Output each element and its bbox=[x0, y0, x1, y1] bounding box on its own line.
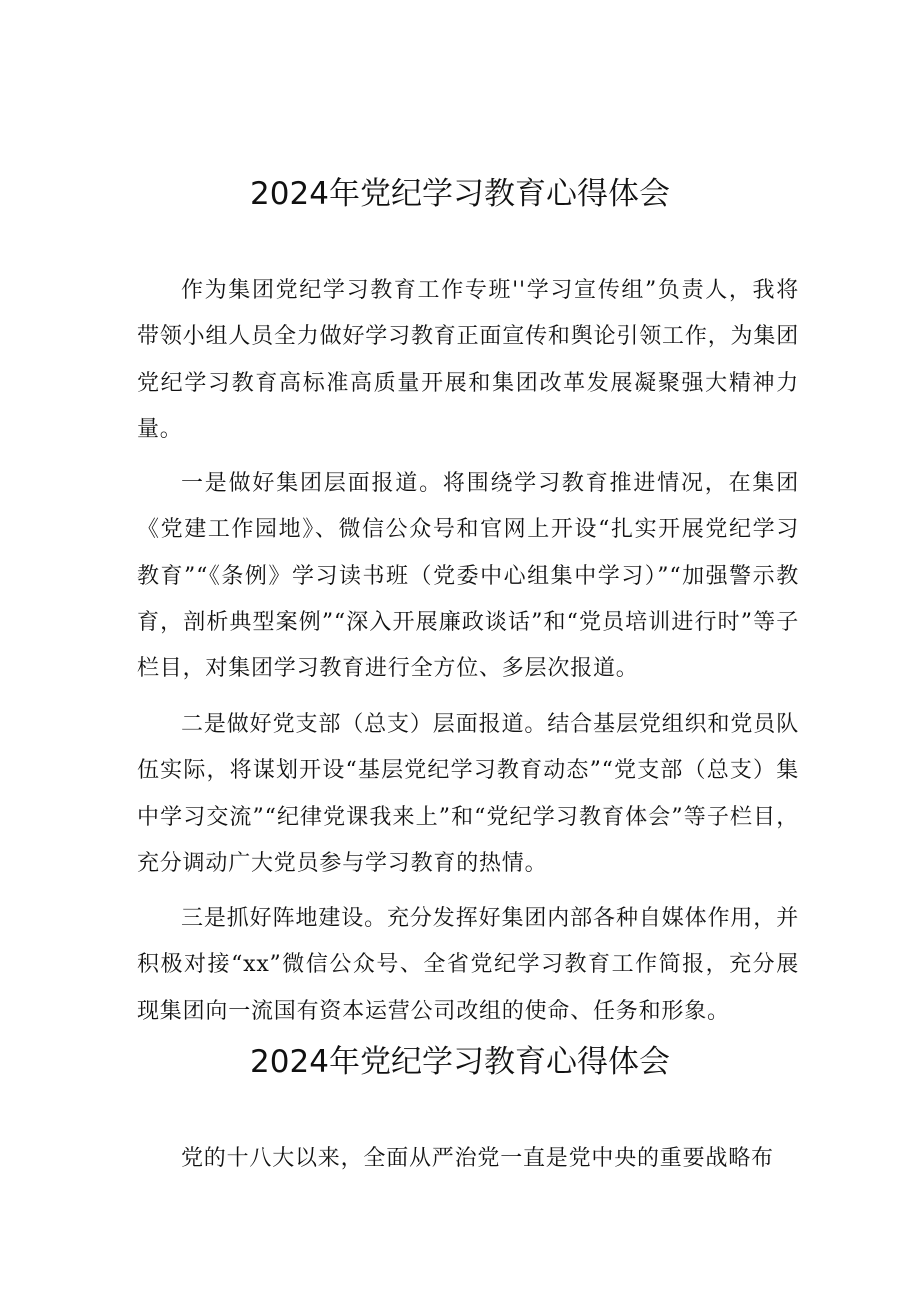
document-title: 2024年党纪学习教育心得体会 bbox=[250, 176, 670, 212]
paragraph-second-intro: 党的十八大以来，全面从严治党一直是党中央的重要战略布 bbox=[181, 1146, 774, 1171]
paragraph-intro: 作为集团党纪学习教育工作专班''学习宣传组”负责人，我将带领小组人员全力做好学习教育正面宣传和舆论引领工作，为集团党纪学习教育高标准高质量开展和集团改革发展凝聚强大精神力量。 bbox=[137, 278, 799, 442]
paragraph-group-level-reporting: 一是做好集团层面报道。将围绕学习教育推进情况，在集团《党建工作园地》、微信公众号和官网上开设“扎实开展党纪学习教育”“《条例》学习读书班（党委中心组集中学习）”“加强警示教育，剖析典型案例”“深入开展廉政谈话”和“党员培训进行时”等子栏目，对集团学习教育进行全方位、多层次报道。 bbox=[137, 471, 799, 682]
paragraph-branch-level-reporting: 二是做好党支部（总支）层面报道。结合基层党组织和党员队伍实际，将谋划开设“基层党纪学习教育动态”“党支部（总支）集中学习交流”“纪律党课我来上”和“党纪学习教育体会”等子栏目，充分调动广大党员参与学习教育的热情。 bbox=[137, 712, 799, 876]
paragraph-platform-building: 三是抓好阵地建设。充分发挥好集团内部各种自媒体作用，并积极对接“xx”微信公众号、全省党纪学习教育工作简报，充分展现集团向一流国有资本运营公司改组的使命、任务和形象。 bbox=[137, 906, 799, 1024]
second-document-title: 2024年党纪学习教育心得体会 bbox=[250, 1044, 670, 1080]
